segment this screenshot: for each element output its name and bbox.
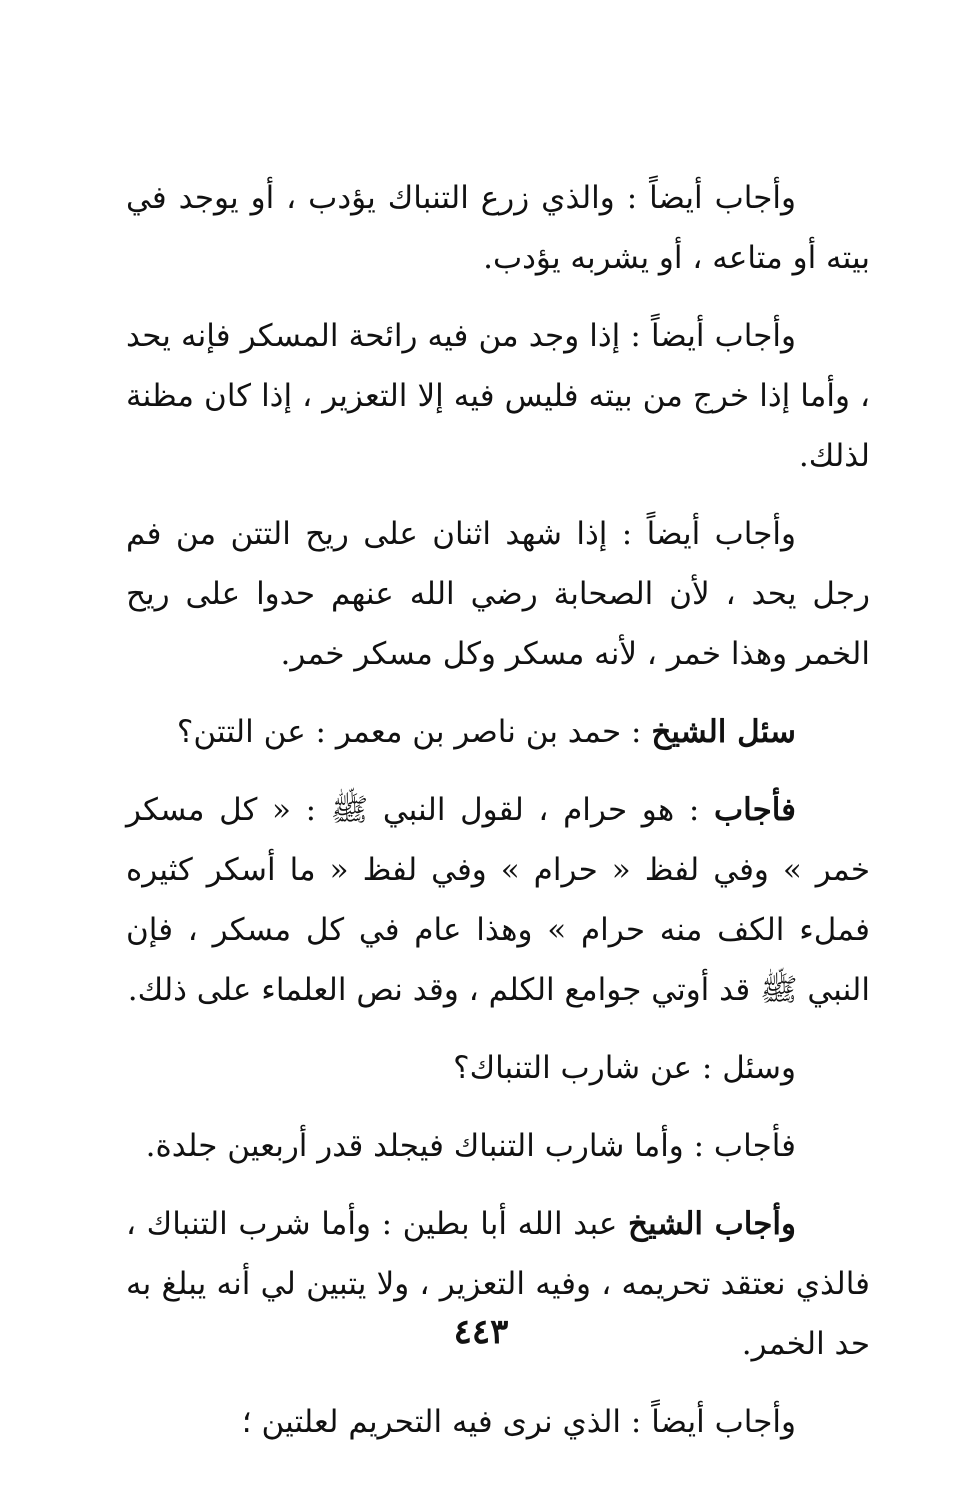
paragraph-5-text: : هو حرام ، لقول النبي ﷺ : « كل مسكر خمر » وفي لفظ « حرام » وفي لفظ « ما أسكر كثيره فملء الكف منه حرام » وهذا عام في كل مسكر ، فإن النبي ﷺ قد أوتي جوامع الكلم ، وقد نص العلماء على ذلك. [126,792,870,1008]
paragraph-7 [126,1116,870,1176]
paragraph-4 [126,702,870,762]
paragraph-1 [126,168,870,288]
paragraph-7-text: فأجاب : وأما شارب التنباك فيجلد قدر أربعين جلدة. [145,1128,796,1164]
paragraph-9-text: وأجاب أيضاً : الذي نرى فيه التحريم لعلتين ؛ [241,1404,796,1440]
page-number: ٤٤٣ [453,1312,509,1352]
paragraph-5-lead: فأجاب [713,792,796,828]
paragraph-2 [126,306,870,486]
paragraph-2-text: وأجاب أيضاً : إذا وجد من فيه رائحة المسكر فإنه يحد ، وأما إذا خرج من بيته فليس فيه إلا التعزير ، إذا كان مظنة لذلك. [126,318,870,474]
paragraph-6 [126,1038,870,1098]
paragraph-3 [126,504,870,684]
page-body [126,168,870,1470]
paragraph-4-lead: سئل الشيخ [651,714,796,750]
paragraph-8-text: عبد الله أبا بطين : وأما شرب التنباك ، فالذي نعتقد تحريمه ، وفيه التعزير ، ولا يتبين لي أنه يبلغ به حد الخمر. [126,1206,870,1362]
paragraph-9 [126,1392,870,1452]
paragraph-4-text: : حمد بن ناصر بن معمر : عن التتن؟ [176,714,652,750]
paragraph-6-text: وسئل : عن شارب التنباك؟ [453,1050,796,1086]
paragraph-1-text: وأجاب أيضاً : والذي زرع التنباك يؤدب ، أو يوجد في بيته أو متاعه ، أو يشربه يؤدب. [126,180,870,276]
paragraph-3-text: وأجاب أيضاً : إذا شهد اثنان على ريح التتن من فم رجل يحد ، لأن الصحابة رضي الله عنهم حدوا على ريح الخمر وهذا خمر ، لأنه مسكر وكل مسكر خمر. [126,516,870,672]
paragraph-8-lead: وأجاب الشيخ [627,1206,796,1242]
paragraph-5 [126,780,870,1020]
